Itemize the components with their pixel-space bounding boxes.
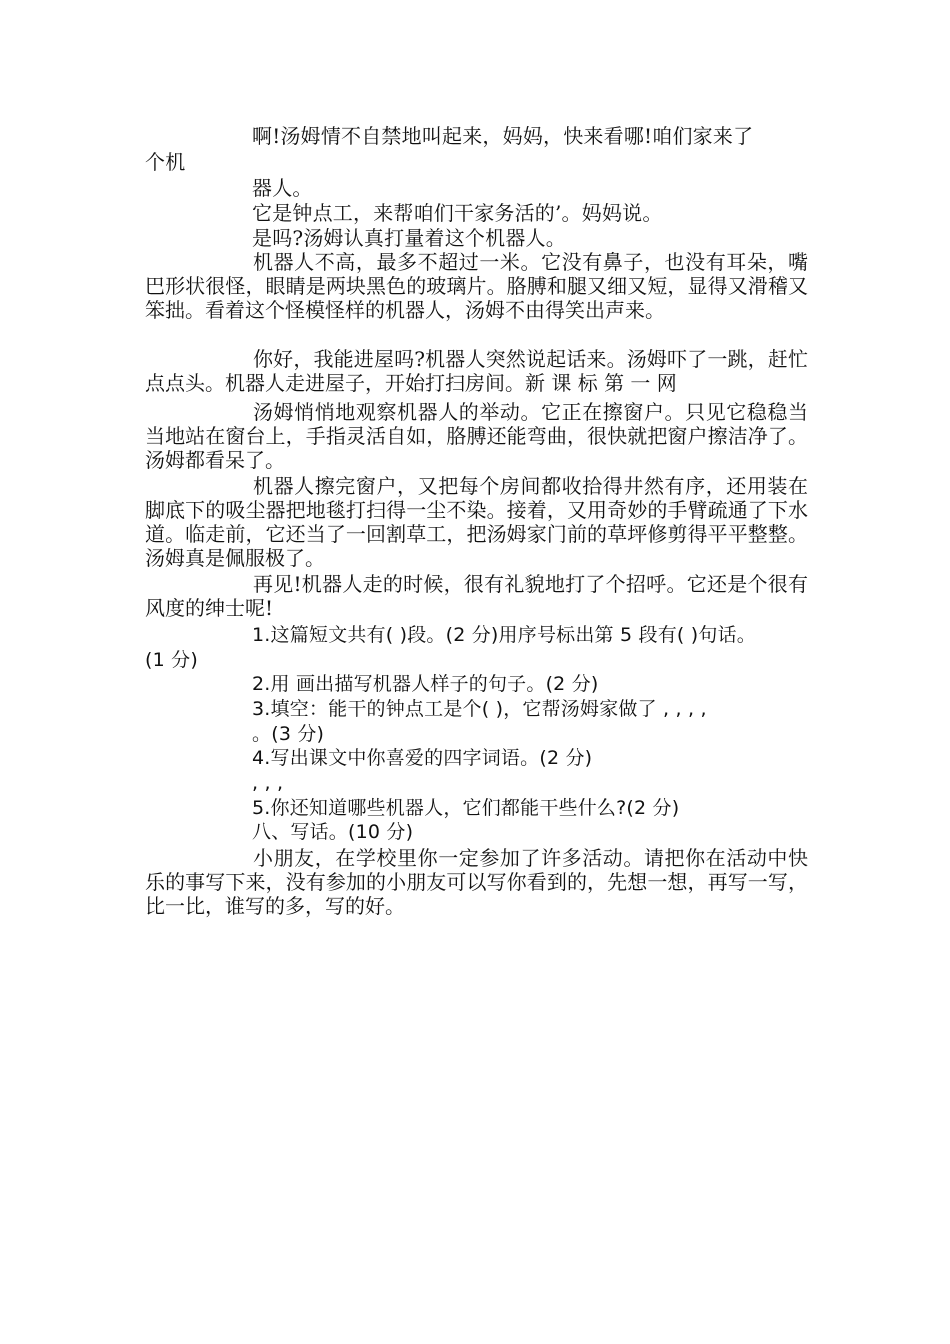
question-4-line-1: 4.写出课文中你喜爱的四字词语。(2 分) xyxy=(252,747,593,769)
question-4-line-2: , , , xyxy=(252,772,284,794)
question-2: 2.用 画出描写机器人样子的句子。(2 分) xyxy=(252,673,599,695)
story-paragraph-3: 是吗?汤姆认真打量着这个机器人。 xyxy=(252,226,566,250)
story-paragraph-8: 再见!机器人走的时候，很有礼貌地打了个招呼。它还是个很有风度的绅士呢! xyxy=(145,572,808,620)
question-1-line-2: (1 分) xyxy=(145,649,198,671)
question-1-line-1: 1.这篇短文共有( )段。(2 分)用序号标出第 5 段有( )句话。 xyxy=(252,624,756,646)
story-paragraph-6: 汤姆悄悄地观察机器人的举动。它正在擦窗户。只见它稳稳当当地站在窗台上，手指灵活自如，胳膊还能弯曲，很快就把窗户擦洁净了。汤姆都看呆了。 xyxy=(145,400,808,472)
question-3-line-1: 3.填空：能干的钟点工是个( )，它帮汤姆家做了 , , , , xyxy=(252,698,707,720)
story-paragraph-1-line-2: 个机 xyxy=(145,150,186,174)
section-8-prompt: 小朋友，在学校里你一定参加了许多活动。请把你在活动中快乐的事写下来，没有参加的小朋友可以写你看到的，先想一想，再写一写，比一比，谁写的多，写的好。 xyxy=(145,846,808,918)
story-paragraph-2: 它是钟点工，来帮咱们干家务活的’。妈妈说。 xyxy=(252,201,663,225)
story-paragraph-1-line-1: 啊!汤姆情不自禁地叫起来，妈妈，快来看哪!咱们家来了 xyxy=(252,124,754,148)
question-3-line-2: 。(3 分) xyxy=(252,723,325,745)
section-8-heading: 八、写话。(10 分) xyxy=(252,821,414,843)
story-paragraph-1-line-3: 器人。 xyxy=(252,176,313,200)
story-paragraph-5: 你好，我能进屋吗?机器人突然说起话来。汤姆吓了一跳，赶忙点点头。机器人走进屋子，开始打扫房间。新 课 标 第 一 网 xyxy=(145,347,808,395)
story-paragraph-4: 机器人不高，最多不超过一米。它没有鼻子，也没有耳朵，嘴巴形状很怪，眼睛是两块黑色的玻璃片。胳膊和腿又细又短，显得又滑稽又笨拙。看着这个怪模怪样的机器人，汤姆不由得笑出声来。 xyxy=(145,250,808,322)
question-5: 5.你还知道哪些机器人，它们都能干些什么?(2 分) xyxy=(252,797,680,819)
story-paragraph-7: 机器人擦完窗户，又把每个房间都收拾得井然有序，还用装在脚底下的吸尘器把地毯打扫得一尘不染。接着，又用奇妙的手臂疏通了下水道。临走前，它还当了一回割草工，把汤姆家门前的草坪修剪得平平整整。汤姆真是佩服极了。 xyxy=(145,474,808,570)
